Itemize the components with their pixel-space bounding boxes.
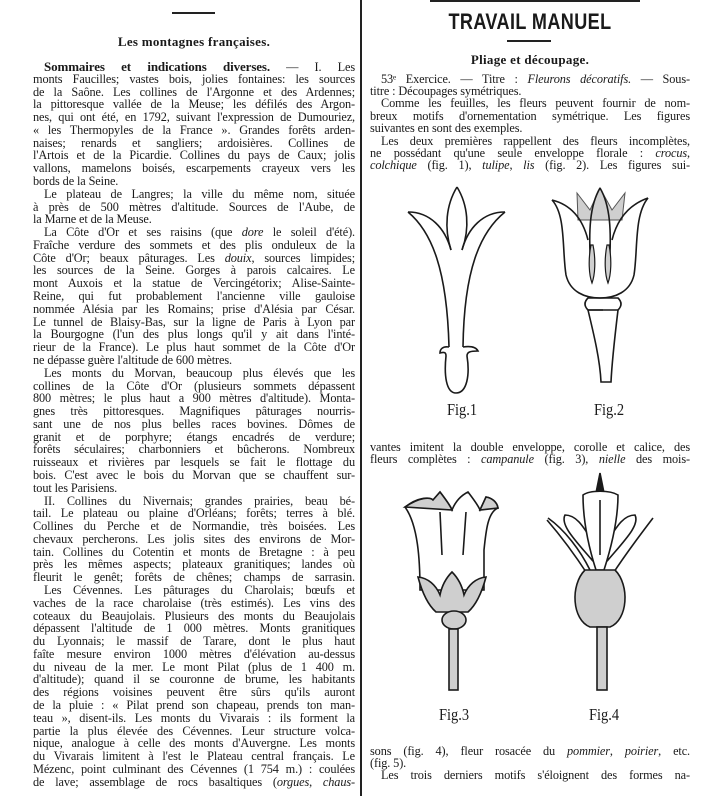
text-segment: La Côte d'Or et ses raisins (que — [44, 225, 242, 240]
text-segment: 53ᵉ Exercice. — Titre : — [381, 71, 528, 86]
text-segment: (fig. 5). — [370, 755, 407, 770]
text-segment: nique, analogue à celle des monts d'Auvergne. Les monts — [33, 736, 355, 751]
text-segment: la Marne et de la Meuse. — [33, 212, 152, 227]
text-segment: Reine, qui fut probablement l'ancienne ville gauloise — [33, 289, 355, 304]
fig4-nielle-drawing — [547, 473, 653, 690]
emphasis-text: Fleurons décoratifs. — [527, 71, 632, 86]
text-segment: titre : Découpages symétriques. — [370, 83, 522, 98]
fig2-label: Fig.2 — [593, 400, 625, 419]
text-segment: mont Auxois et la statue de Vercingétorix; Alise-Sainte- — [33, 276, 355, 291]
text-segment: Côte d'Or; beaux pâturages. Les — [33, 250, 225, 265]
text-segment: monts Faucilles; vastes bois, jolies fontaines: les sources — [33, 71, 355, 86]
text-segment: rieur de la France). Le plus haut sommet de la Côte d'Or — [33, 340, 355, 355]
emphasis-text: campanule — [481, 451, 534, 466]
text-segment: du Lyonnais; le massif de Tarare, dont le plus haut — [33, 634, 355, 649]
section-subtitle: Pliage et découpage. — [470, 52, 590, 67]
text-segment: Fraîche verdure des sommets et des plis onduleux de la — [33, 237, 355, 252]
text-segment: bois. C'est avec le bois du Morvan que se chauffent sur- — [33, 467, 355, 482]
text-segment: , — [509, 158, 524, 173]
text-segment: Les trois derniers motifs s'éloignent des formes na- — [381, 767, 690, 782]
text-segment: faîte mesure environ 1000 mètres d'élévation au-dessus — [33, 646, 355, 661]
text-segment: 800 mètres; le plus haut a 900 mètres d'altitude). Monta- — [33, 391, 355, 406]
text-segment: collines de la Côte d'Or (plusieurs sommets dépassent — [33, 378, 355, 393]
text-segment: « les Thermopyles de la France ». Grandes forêts arden- — [33, 122, 355, 137]
emphasis-text: dore — [241, 225, 264, 240]
text-segment: Collines du Perche et de Normandie, très boisées. Les — [33, 519, 355, 534]
emphasis-text: nielle — [598, 451, 626, 466]
text-segment: tail. Le plateau ou plaine d'Orléans; forêts; terres à blé. — [33, 506, 355, 521]
text-segment: II. Collines du Nivernais; grandes prairies, beau bé- — [44, 493, 355, 508]
text-segment: sant une de nos plus belles races bovines. Dômes de — [33, 416, 355, 431]
text-segment: suivantes en sont des exemples. — [370, 121, 523, 136]
text-segment: tout les Parisiens. — [33, 480, 118, 495]
fig4-label: Fig.4 — [588, 705, 620, 724]
text-segment: (fig. 1), — [416, 158, 483, 173]
text-segment: ne possédant qu'une seule enveloppe florale : — [370, 145, 656, 160]
text-segment: d'altitude); quand il se couronne de brume, les habitants — [33, 672, 355, 687]
emphasis-text: Sommaires et indications diverses. — [44, 59, 270, 74]
text-segment: — I. Les — [269, 60, 355, 74]
text-segment: de la pluie : « Pilat prend son chapeau, prends ton man- — [33, 698, 355, 712]
text-segment: à près de 500 mètres d'altitude. Sources de l'Aube, de — [33, 199, 355, 214]
text-segment: teau », disent-ils. Les monts du Vivarais : ils forment la — [33, 710, 355, 725]
text-segment: , — [309, 774, 323, 789]
text-segment: vantes imitent la double enveloppe, corolle et calice, des — [370, 439, 690, 454]
text-segment: la Bourgogne (l'un des plus longs qu'il y ait dans l'inté- — [33, 327, 355, 342]
text-segment: nes, qui ont été, en 1792, suivant l'expression de Dumouriez, — [33, 110, 355, 125]
text-segment: le soleil d'été). — [263, 225, 355, 240]
text-segment: ruisseaux et rivières par lesquels se fait le flottage du — [33, 455, 355, 470]
emphasis-text: crocus — [655, 145, 688, 160]
text-segment: Les monts du Morvan, beaucoup plus élevés que les — [44, 365, 355, 380]
text-segment: Les Cévennes. Les pâturages du Charolais; bœufs et — [44, 582, 355, 597]
fig1-fleuron-drawing — [408, 187, 505, 393]
text-segment: breux motifs d'ornementation symétrique. Les figures — [370, 108, 690, 123]
text-segment: , etc. — [658, 743, 690, 758]
text-segment: l'Artois et de la Picardie. Collines du pays de Caux; jolis — [33, 148, 355, 163]
text-segment: (fig. 3), — [533, 451, 599, 466]
text-segment: fleurs complètes : — [370, 451, 482, 466]
text-segment: (fig. 2). Les figures sui- — [534, 158, 690, 173]
text-segment: vallons, mamelons boisés, escarpements crayeux vers les — [33, 161, 355, 176]
text-segment: Les deux premières rappellent des fleurs incomplètes, — [381, 133, 690, 148]
text-segment: Le plateau de Langres; la ville du même nom, située — [44, 186, 355, 201]
text-segment: des mois- — [625, 451, 690, 466]
text-segment: — Sous- — [631, 71, 690, 86]
text-segment: Comme les feuilles, les fleurs peuvent fournir de nom- — [381, 96, 690, 111]
text-segment: gnes très pittoresques. Magnifiques pâturages nourris- — [33, 404, 355, 419]
text-segment: dépassent l'altitude de 1 000 mètres. Monts granitiques — [33, 621, 355, 636]
text-segment: , — [609, 743, 625, 758]
text-segment: Mézenc, point culminant des Cévennes (1 754 m.) : coulées — [33, 761, 355, 776]
emphasis-text: orgues — [276, 774, 310, 789]
emphasis-text: poirier — [624, 743, 659, 758]
text-segment: près les mêmes aspects; plateaux granitiques; landes où — [33, 557, 355, 572]
text-segment: des régions voisines peuvent être sûrs qu'ils auront — [33, 685, 355, 700]
fig3-campanula-drawing — [405, 492, 498, 690]
text-segment: la pittoresque vallée de la Meuse; les défilés des Argon- — [33, 97, 355, 112]
emphasis-text: pommier — [567, 743, 610, 758]
emphasis-text: tulipe — [482, 158, 510, 173]
text-segment: Le tunnel de Blaisy-Bas, sur la ligne de Paris à Lyon par — [33, 314, 355, 329]
fig2-tulip-drawing — [552, 188, 648, 382]
text-segment: granit et de porphyre; étangs encadrés de verdure; — [33, 429, 355, 444]
fig1-label: Fig.1 — [446, 400, 478, 419]
text-segment: de la Saône. Les collines de l'Argonne et des Ardennes; — [33, 84, 355, 99]
text-segment: nommée Alésia par les Romains; prise d'Alésia par César. — [33, 301, 355, 316]
text-segment: tain. Collines du Cotentin et monts de Bretagne : à peu — [33, 544, 355, 559]
text-segment: coteaux du Beaujolais. Plusieurs des monts du Beaujolais — [33, 608, 355, 623]
text-segment: de lave; assemblage de rocs basaltiques ( — [33, 774, 277, 789]
emphasis-text: chaus- — [322, 774, 355, 789]
text-segment: du niveau de la mer. Le mont Pilat (plus de 1 400 m. — [33, 659, 355, 674]
text-segment: partie la plus élevée des Cévennes. Leur structure volca- — [33, 723, 355, 738]
text-segment: naises; renards et sangliers; ardoisières. Collines de — [33, 135, 355, 150]
text-segment: , — [687, 145, 690, 160]
text-segment: les sources de la Seine. Gorges à parois calcaires. Le — [33, 263, 355, 278]
text-segment: ne dépasse guère l'altitude de 600 mètres. — [33, 352, 232, 367]
text-segment: fleurit le genêt; forêts de chênes; champs de sarrasin. — [33, 570, 355, 585]
fig3-label: Fig.3 — [438, 705, 470, 724]
text-segment: forêts séculaires; charbonniers et bûcherons. Nombreux — [33, 442, 355, 457]
left-heading: Les montagnes françaises. — [117, 34, 271, 49]
emphasis-text: douix — [224, 250, 252, 265]
text-segment: bords de la Seine. — [33, 174, 119, 189]
text-segment: sons (fig. 4), fleur rosacée du — [370, 743, 568, 758]
text-segment: vaches de la race charolaise (très estimés). Les vins des — [33, 595, 355, 610]
text-segment: chevaux percherons. Les jolis sites des environs de Mor- — [33, 531, 355, 546]
emphasis-text: colchique — [370, 158, 417, 173]
emphasis-text: lis — [523, 158, 535, 173]
text-segment: , sources limpides; — [251, 250, 356, 265]
section-title: TRAVAIL MANUEL — [448, 9, 612, 34]
text-segment: du Vivarais limitent à l'est le Plateau central français. Le — [33, 749, 355, 764]
